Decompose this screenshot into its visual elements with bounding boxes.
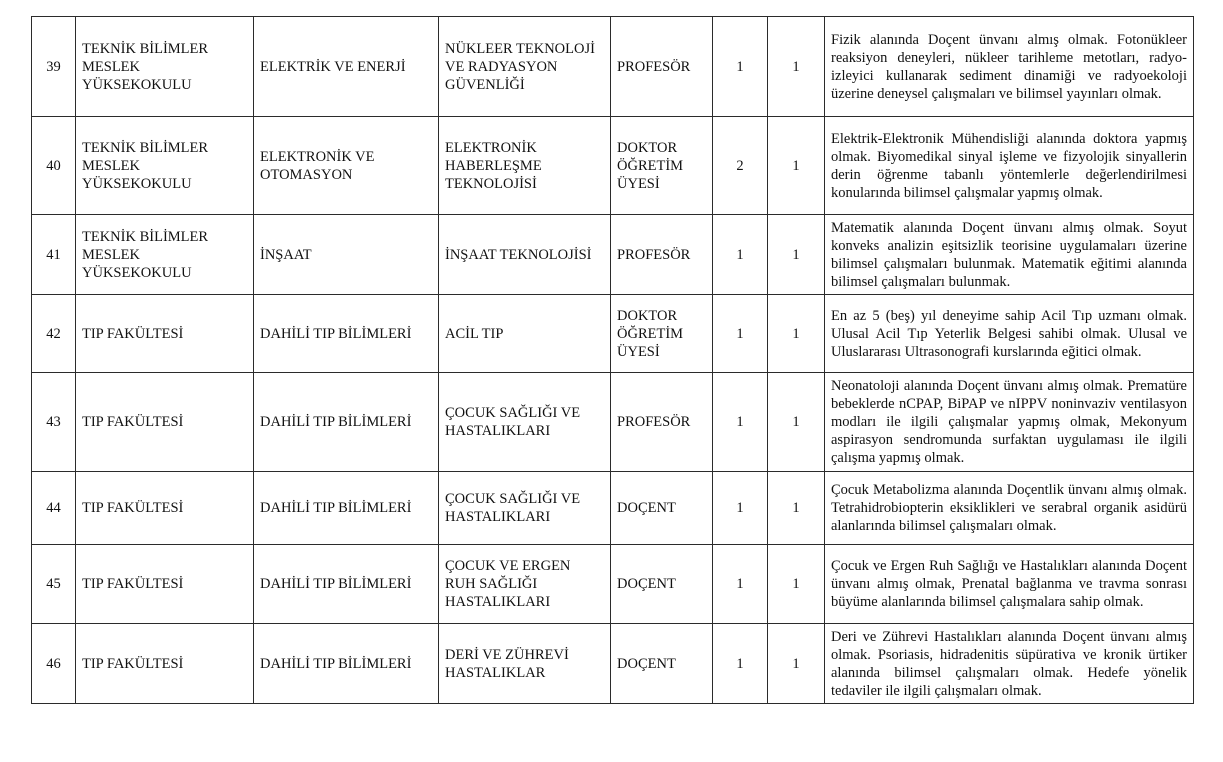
count-a-cell: 1 bbox=[713, 624, 768, 704]
title-cell: DOÇENT bbox=[611, 545, 713, 624]
conditions-cell: Neonatoloji alanında Doçent ünvanı almış olmak. Prematüre bebeklerde nCPAP, BiPAP ve nIPPV noninvaziv ventilasyon modları ile ilgili çalışmalar yapmış olmak, Mekonyum aspirasyon sendromunda surfaktan uygulaması ile ilgili çalışma yapmış olmak. bbox=[825, 373, 1194, 472]
count-b-cell: 1 bbox=[768, 295, 825, 373]
table-row bbox=[32, 117, 1194, 215]
row-number: 40 bbox=[32, 117, 76, 215]
count-b-cell: 1 bbox=[768, 17, 825, 117]
row-number: 39 bbox=[32, 17, 76, 117]
department-cell: ELEKTRONİK VE OTOMASYON bbox=[254, 117, 439, 215]
row-number: 44 bbox=[32, 472, 76, 545]
count-a-cell: 2 bbox=[713, 117, 768, 215]
row-number: 43 bbox=[32, 373, 76, 472]
positions-table bbox=[31, 16, 1194, 704]
count-b-cell: 1 bbox=[768, 117, 825, 215]
title-cell: PROFESÖR bbox=[611, 373, 713, 472]
department-cell: ELEKTRİK VE ENERJİ bbox=[254, 17, 439, 117]
program-cell: DERİ VE ZÜHREVİ HASTALIKLAR bbox=[439, 624, 611, 704]
department-cell: DAHİLİ TIP BİLİMLERİ bbox=[254, 545, 439, 624]
faculty-cell: TEKNİK BİLİMLER MESLEK YÜKSEKOKULU bbox=[76, 17, 254, 117]
conditions-cell: Çocuk Metabolizma alanında Doçentlik ünvanı almış olmak. Tetrahidrobiopterin eksiklikleri ve serabral organik asidürü alanlarında bilimsel çalışmaları olmak. bbox=[825, 472, 1194, 545]
count-a-cell: 1 bbox=[713, 545, 768, 624]
row-number: 45 bbox=[32, 545, 76, 624]
program-cell: ACİL TIP bbox=[439, 295, 611, 373]
conditions-cell: Çocuk ve Ergen Ruh Sağlığı ve Hastalıkları alanında Doçent ünvanı almış olmak, Prenatal bağlanma ve travma sonrası büyüme alanlarında bilimsel çalışmalara sahip olmak. bbox=[825, 545, 1194, 624]
table-row bbox=[32, 17, 1194, 117]
count-b-cell: 1 bbox=[768, 545, 825, 624]
count-a-cell: 1 bbox=[713, 373, 768, 472]
count-b-cell: 1 bbox=[768, 624, 825, 704]
program-cell: ÇOCUK VE ERGEN RUH SAĞLIĞI HASTALIKLARI bbox=[439, 545, 611, 624]
conditions-cell: Fizik alanında Doçent ünvanı almış olmak. Fotonükleer reaksiyon deneyleri, nükleer tarihleme metotları, radyo-izleyici kullanarak sediment dinamiği ve radyoekoloji üzerine deneysel çalışmaları ve bilimsel yayınları olmak. bbox=[825, 17, 1194, 117]
conditions-cell: En az 5 (beş) yıl deneyime sahip Acil Tıp uzmanı olmak. Ulusal Acil Tıp Yeterlik Belgesi sahibi olmak. Ulusal ve Uluslararası Ultrasonografi kurslarında eğitici olmak. bbox=[825, 295, 1194, 373]
program-cell: ÇOCUK SAĞLIĞI VE HASTALIKLARI bbox=[439, 472, 611, 545]
program-cell: İNŞAAT TEKNOLOJİSİ bbox=[439, 215, 611, 295]
count-b-cell: 1 bbox=[768, 472, 825, 545]
conditions-cell: Elektrik-Elektronik Mühendisliği alanında doktora yapmış olmak. Biyomedikal sinyal işleme ve fizyolojik sinyallerin derin öğrenme tabanlı yöntemlerle değerlendirilmesi konularında bilimsel çalışmalar yapmış olmak. bbox=[825, 117, 1194, 215]
row-number: 46 bbox=[32, 624, 76, 704]
faculty-cell: TEKNİK BİLİMLER MESLEK YÜKSEKOKULU bbox=[76, 117, 254, 215]
title-cell: DOKTOR ÖĞRETİM ÜYESİ bbox=[611, 295, 713, 373]
table-row bbox=[32, 215, 1194, 295]
count-b-cell: 1 bbox=[768, 215, 825, 295]
count-a-cell: 1 bbox=[713, 215, 768, 295]
title-cell: PROFESÖR bbox=[611, 215, 713, 295]
title-cell: DOKTOR ÖĞRETİM ÜYESİ bbox=[611, 117, 713, 215]
faculty-cell: TEKNİK BİLİMLER MESLEK YÜKSEKOKULU bbox=[76, 215, 254, 295]
row-number: 42 bbox=[32, 295, 76, 373]
program-cell: ELEKTRONİK HABERLEŞME TEKNOLOJİSİ bbox=[439, 117, 611, 215]
count-a-cell: 1 bbox=[713, 472, 768, 545]
department-cell: DAHİLİ TIP BİLİMLERİ bbox=[254, 373, 439, 472]
program-cell: ÇOCUK SAĞLIĞI VE HASTALIKLARI bbox=[439, 373, 611, 472]
table-row bbox=[32, 624, 1194, 704]
faculty-cell: TIP FAKÜLTESİ bbox=[76, 624, 254, 704]
faculty-cell: TIP FAKÜLTESİ bbox=[76, 545, 254, 624]
count-a-cell: 1 bbox=[713, 17, 768, 117]
department-cell: DAHİLİ TIP BİLİMLERİ bbox=[254, 295, 439, 373]
faculty-cell: TIP FAKÜLTESİ bbox=[76, 472, 254, 545]
department-cell: DAHİLİ TIP BİLİMLERİ bbox=[254, 624, 439, 704]
title-cell: PROFESÖR bbox=[611, 17, 713, 117]
table-row bbox=[32, 545, 1194, 624]
conditions-cell: Matematik alanında Doçent ünvanı almış olmak. Soyut konveks analizin eşitsizlik teorisine uygulamaları üzerine bilimsel çalışmaları bulunmak. Matematik eğitimi alanında bilimsel çalışmaları bulunmak. bbox=[825, 215, 1194, 295]
title-cell: DOÇENT bbox=[611, 472, 713, 545]
row-number: 41 bbox=[32, 215, 76, 295]
faculty-cell: TIP FAKÜLTESİ bbox=[76, 295, 254, 373]
table-row bbox=[32, 373, 1194, 472]
department-cell: İNŞAAT bbox=[254, 215, 439, 295]
count-b-cell: 1 bbox=[768, 373, 825, 472]
table-row bbox=[32, 472, 1194, 545]
department-cell: DAHİLİ TIP BİLİMLERİ bbox=[254, 472, 439, 545]
program-cell: NÜKLEER TEKNOLOJİ VE RADYASYON GÜVENLİĞİ bbox=[439, 17, 611, 117]
count-a-cell: 1 bbox=[713, 295, 768, 373]
conditions-cell: Deri ve Zührevi Hastalıkları alanında Doçent ünvanı almış olmak. Psoriasis, hidradenitis süpürativa ve kronik ürtiker alanında bilimsel çalışmaları olmak. Hedefe yönelik tedaviler ile ilgili çalışmaları olmak. bbox=[825, 624, 1194, 704]
table-row bbox=[32, 295, 1194, 373]
faculty-cell: TIP FAKÜLTESİ bbox=[76, 373, 254, 472]
title-cell: DOÇENT bbox=[611, 624, 713, 704]
